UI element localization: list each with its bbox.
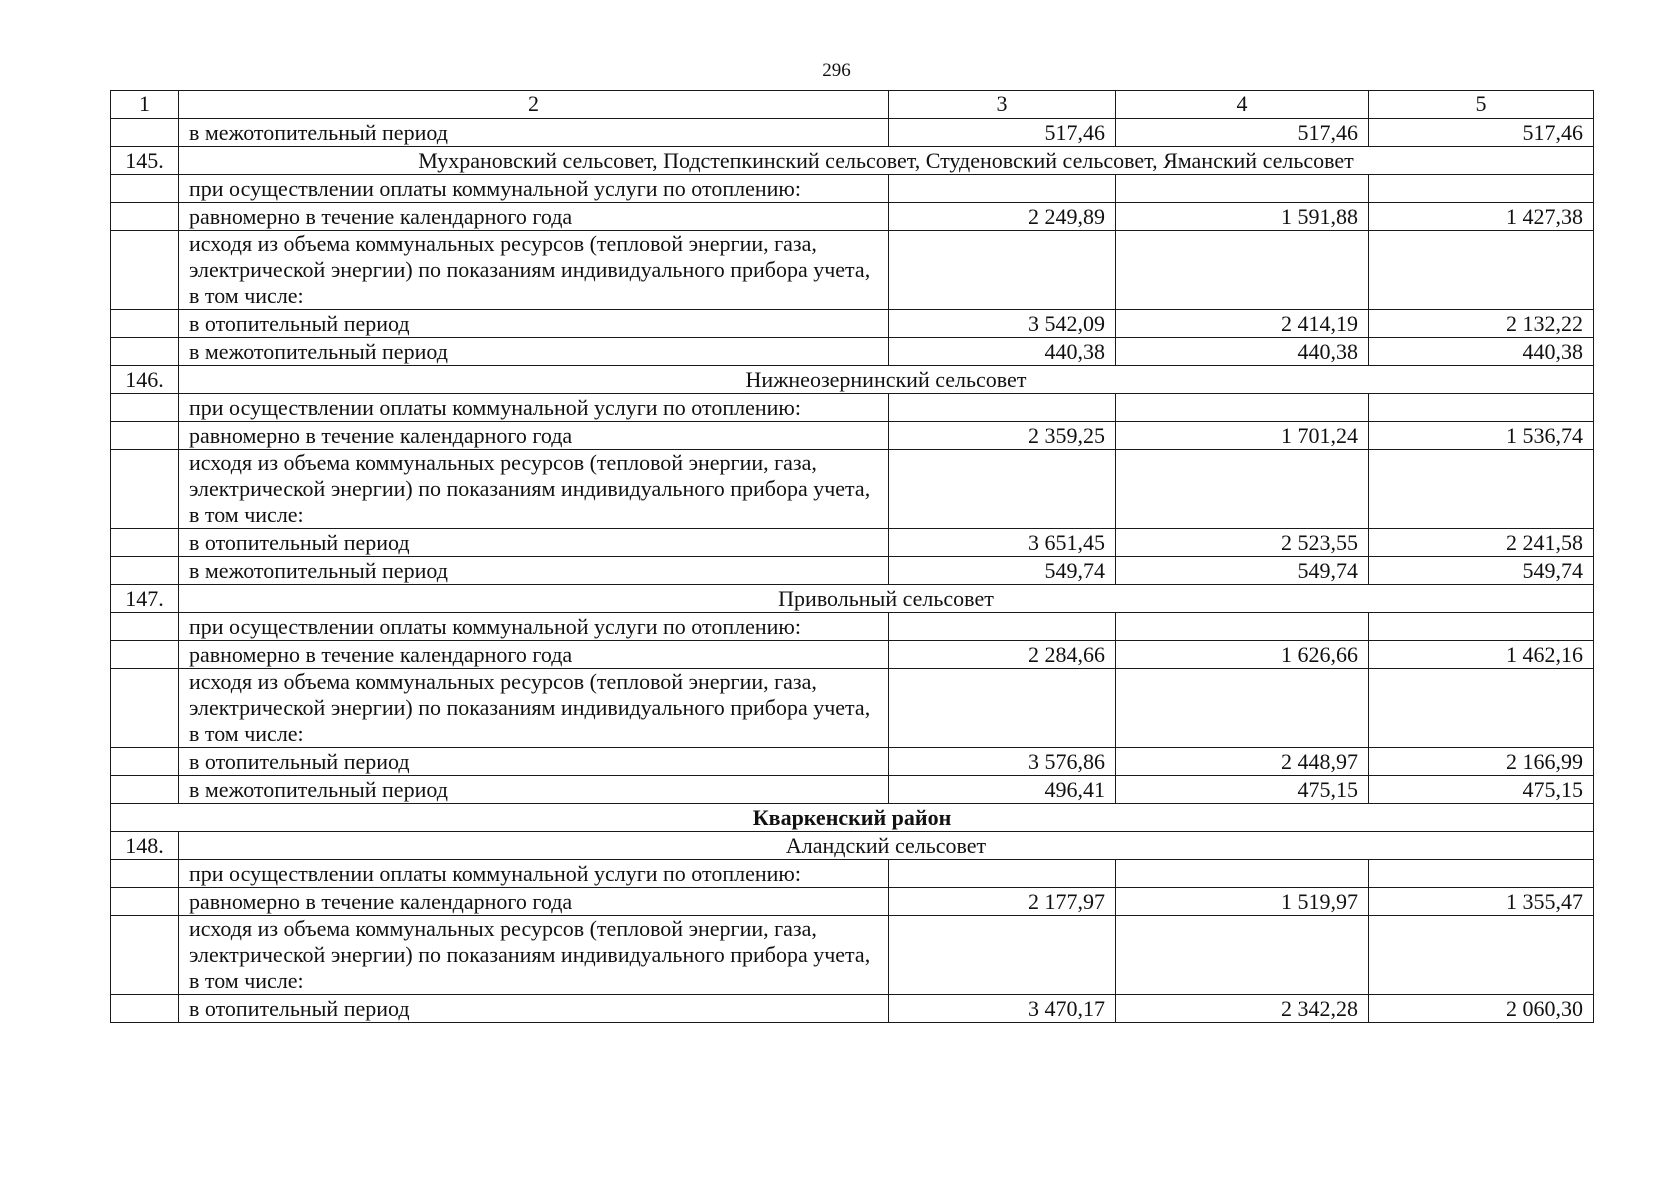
value-col-5: 549,74 [1369, 557, 1594, 585]
row-label: равномерно в течение календарного года [179, 203, 889, 231]
table-row [111, 231, 1594, 310]
table-row [111, 394, 1594, 422]
value-col-3 [889, 394, 1116, 422]
row-label: исходя из объема коммунальных ресурсов (тепловой энергии, газа, электрической энергии) по показаниям индивидуального прибора учета, в том числе: [179, 231, 889, 310]
value-col-4 [1116, 916, 1369, 995]
row-number [111, 231, 179, 310]
table-row [111, 175, 1594, 203]
value-col-4 [1116, 394, 1369, 422]
row-label: равномерно в течение календарного года [179, 422, 889, 450]
value-col-4: 2 342,28 [1116, 995, 1369, 1023]
value-col-5: 1 536,74 [1369, 422, 1594, 450]
value-col-5 [1369, 450, 1594, 529]
row-number [111, 450, 179, 529]
value-col-4: 549,74 [1116, 557, 1369, 585]
table-row [111, 203, 1594, 231]
table-row [111, 450, 1594, 529]
table-row [111, 310, 1594, 338]
value-col-3 [889, 613, 1116, 641]
value-col-5: 2 060,30 [1369, 995, 1594, 1023]
row-number [111, 203, 179, 231]
column-header: 1 [111, 91, 179, 119]
value-col-3: 2 359,25 [889, 422, 1116, 450]
table-row [111, 860, 1594, 888]
value-col-5: 1 462,16 [1369, 641, 1594, 669]
row-number [111, 916, 179, 995]
value-col-3 [889, 231, 1116, 310]
value-col-3 [889, 175, 1116, 203]
value-col-4 [1116, 613, 1369, 641]
table-row [111, 422, 1594, 450]
column-header: 2 [179, 91, 889, 119]
district-row [111, 804, 1594, 832]
row-number [111, 394, 179, 422]
row-label: в отопительный период [179, 310, 889, 338]
value-col-3: 2 177,97 [889, 888, 1116, 916]
row-label: исходя из объема коммунальных ресурсов (тепловой энергии, газа, электрической энергии) по показаниям индивидуального прибора учета, в том числе: [179, 669, 889, 748]
table-row [111, 338, 1594, 366]
row-number [111, 613, 179, 641]
value-col-3 [889, 450, 1116, 529]
value-col-4: 1 519,97 [1116, 888, 1369, 916]
row-label: исходя из объема коммунальных ресурсов (тепловой энергии, газа, электрической энергии) по показаниям индивидуального прибора учета, в том числе: [179, 450, 889, 529]
row-number [111, 557, 179, 585]
row-label: в межотопительный период [179, 557, 889, 585]
value-col-4: 440,38 [1116, 338, 1369, 366]
column-header: 3 [889, 91, 1116, 119]
value-col-3 [889, 669, 1116, 748]
row-label: при осуществлении оплаты коммунальной услуги по отоплению: [179, 613, 889, 641]
value-col-5: 517,46 [1369, 119, 1594, 147]
row-number [111, 310, 179, 338]
value-col-3: 3 470,17 [889, 995, 1116, 1023]
row-label: при осуществлении оплаты коммунальной услуги по отоплению: [179, 860, 889, 888]
table-row [111, 776, 1594, 804]
row-label: при осуществлении оплаты коммунальной услуги по отоплению: [179, 175, 889, 203]
row-label: в отопительный период [179, 748, 889, 776]
row-number: 146. [111, 366, 179, 394]
section-title: Аландский сельсовет [179, 832, 1594, 860]
value-col-5: 2 132,22 [1369, 310, 1594, 338]
value-col-4: 475,15 [1116, 776, 1369, 804]
column-header-row [111, 91, 1594, 119]
value-col-3: 440,38 [889, 338, 1116, 366]
row-label: в отопительный период [179, 529, 889, 557]
row-number [111, 860, 179, 888]
value-col-4: 1 701,24 [1116, 422, 1369, 450]
value-col-4 [1116, 175, 1369, 203]
tariff-table [110, 90, 1594, 1023]
value-col-4: 1 626,66 [1116, 641, 1369, 669]
table-row [111, 641, 1594, 669]
value-col-3: 2 249,89 [889, 203, 1116, 231]
value-col-4: 517,46 [1116, 119, 1369, 147]
value-col-5 [1369, 175, 1594, 203]
table-row [111, 529, 1594, 557]
value-col-5 [1369, 394, 1594, 422]
section-title: Привольный сельсовет [179, 585, 1594, 613]
value-col-5: 475,15 [1369, 776, 1594, 804]
row-label: равномерно в течение календарного года [179, 641, 889, 669]
value-col-5 [1369, 613, 1594, 641]
column-header: 4 [1116, 91, 1369, 119]
value-col-3 [889, 916, 1116, 995]
row-label: в межотопительный период [179, 338, 889, 366]
value-col-3: 517,46 [889, 119, 1116, 147]
value-col-5 [1369, 916, 1594, 995]
row-number [111, 641, 179, 669]
row-number [111, 669, 179, 748]
value-col-4 [1116, 669, 1369, 748]
section-row [111, 832, 1594, 860]
table-row [111, 669, 1594, 748]
value-col-5: 2 166,99 [1369, 748, 1594, 776]
table-row [111, 995, 1594, 1023]
value-col-4: 1 591,88 [1116, 203, 1369, 231]
table-row [111, 748, 1594, 776]
value-col-4: 2 523,55 [1116, 529, 1369, 557]
section-title: Нижнеозернинский сельсовет [179, 366, 1594, 394]
value-col-5 [1369, 669, 1594, 748]
section-title: Мухрановский сельсовет, Подстепкинский сельсовет, Студеновский сельсовет, Яманский сельсовет [179, 147, 1594, 175]
section-row [111, 366, 1594, 394]
row-number: 145. [111, 147, 179, 175]
row-label: исходя из объема коммунальных ресурсов (тепловой энергии, газа, электрической энергии) по показаниям индивидуального прибора учета, в том числе: [179, 916, 889, 995]
row-label: при осуществлении оплаты коммунальной услуги по отоплению: [179, 394, 889, 422]
row-number [111, 175, 179, 203]
row-number [111, 776, 179, 804]
value-col-5: 440,38 [1369, 338, 1594, 366]
row-number [111, 338, 179, 366]
value-col-3 [889, 860, 1116, 888]
value-col-5: 1 355,47 [1369, 888, 1594, 916]
page-number: 296 [822, 60, 851, 81]
table-row [111, 613, 1594, 641]
row-label: в межотопительный период [179, 119, 889, 147]
table-row [111, 888, 1594, 916]
value-col-5: 1 427,38 [1369, 203, 1594, 231]
row-label: в отопительный период [179, 995, 889, 1023]
value-col-5 [1369, 231, 1594, 310]
value-col-4: 2 414,19 [1116, 310, 1369, 338]
section-row [111, 585, 1594, 613]
row-number [111, 748, 179, 776]
value-col-3: 496,41 [889, 776, 1116, 804]
table-row [111, 557, 1594, 585]
row-number [111, 888, 179, 916]
row-number [111, 529, 179, 557]
section-row [111, 147, 1594, 175]
row-number: 147. [111, 585, 179, 613]
table-row [111, 916, 1594, 995]
value-col-4 [1116, 231, 1369, 310]
row-number [111, 422, 179, 450]
table-row [111, 119, 1594, 147]
row-number [111, 995, 179, 1023]
value-col-4: 2 448,97 [1116, 748, 1369, 776]
value-col-5 [1369, 860, 1594, 888]
row-label: равномерно в течение календарного года [179, 888, 889, 916]
column-header: 5 [1369, 91, 1594, 119]
value-col-4 [1116, 450, 1369, 529]
value-col-3: 3 651,45 [889, 529, 1116, 557]
value-col-5: 2 241,58 [1369, 529, 1594, 557]
district-title: Кваркенский район [111, 804, 1594, 832]
table-body [111, 91, 1594, 1023]
value-col-3: 3 542,09 [889, 310, 1116, 338]
value-col-4 [1116, 860, 1369, 888]
row-label: в межотопительный период [179, 776, 889, 804]
row-number: 148. [111, 832, 179, 860]
value-col-3: 2 284,66 [889, 641, 1116, 669]
value-col-3: 549,74 [889, 557, 1116, 585]
value-col-3: 3 576,86 [889, 748, 1116, 776]
row-number [111, 119, 179, 147]
